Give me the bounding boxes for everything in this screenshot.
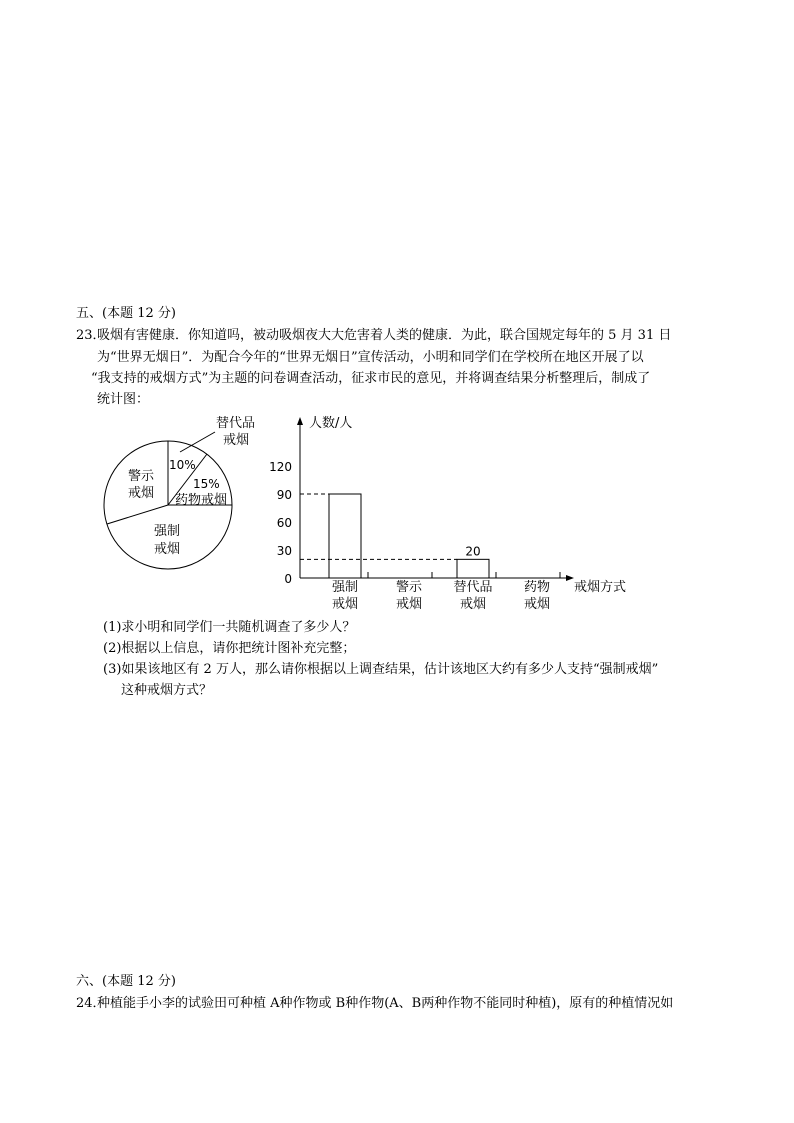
y-tick-label-2: 60	[276, 516, 292, 530]
bar-2	[457, 559, 489, 578]
problem-24-number: 24．	[76, 996, 106, 1011]
problem-23-text-line-4: 统计图：	[97, 392, 150, 407]
pie-percent-drug: 15%	[193, 477, 220, 491]
x-category-label-0-0: 强制	[331, 580, 359, 595]
pie-label-force-line2: 戒烟	[154, 542, 181, 557]
y-axis-arrow	[297, 417, 303, 425]
pie-label-warn-line1: 警示	[128, 469, 155, 484]
question-2: (2)根据以上信息，请你把统计图补充完整；	[103, 641, 356, 656]
x-category-label-2-1: 戒烟	[459, 597, 487, 612]
bar-0	[329, 494, 361, 578]
dashed-reference-lines	[300, 494, 457, 559]
problem-24-text: 种植能手小李的试验田可种植 A种作物或 B种作物(A、B两种作物不能同时种植)，原有的种植情况如	[97, 996, 674, 1011]
section6-heading: 六、(本题 12 分)	[76, 974, 176, 989]
y-ticks	[269, 460, 292, 586]
section5-heading: 五、(本题 12 分)	[76, 306, 176, 321]
pie-label-replace-line1: 替代品	[216, 416, 256, 431]
bars	[329, 494, 489, 578]
question-1: (1)求小明和同学们一共随机调查了多少人？	[103, 620, 356, 635]
y-axis-label: 人数/人	[309, 416, 353, 431]
problem-23-text-line-3: “我支持的戒烟方式”为主题的问卷调查活动，征求市民的意见，并将调查结果分析整理后，制成了	[91, 371, 651, 386]
pie-label-pointer	[180, 432, 215, 452]
x-category-label-3-0: 药物	[523, 580, 551, 595]
problem-23-text-line-2: 为“世界无烟日”．为配合今年的“世界无烟日”宣传活动，小明和同学们在学校所在地区开展了以	[97, 350, 644, 365]
y-tick-label-4: 120	[269, 460, 292, 474]
statistics-figure	[95, 408, 655, 618]
x-category-label-2-0: 替代品	[453, 580, 493, 595]
y-tick-label-3: 90	[276, 488, 292, 502]
y-tick-label-1: 30	[276, 544, 292, 558]
y-tick-label-0: 0	[284, 572, 292, 586]
pie-label-warn-line2: 戒烟	[128, 486, 155, 501]
bar-chart	[269, 415, 626, 612]
x-axis-label: 戒烟方式	[574, 580, 627, 595]
pie-chart	[104, 416, 255, 569]
x-category-label-0-1: 戒烟	[331, 597, 359, 612]
x-axis-arrow	[566, 575, 574, 581]
bar-data-label-2: 20	[465, 544, 481, 559]
pie-label-replace-line2: 戒烟	[223, 433, 250, 448]
pie-label-drug: 药物戒烟	[175, 493, 228, 508]
question-3: (3)如果该地区有 2 万人，那么请你根据以上调查结果，估计该地区大约有多少人支持“强制戒烟”	[103, 662, 659, 677]
pie-divider-force-warn	[107, 505, 168, 524]
x-category-label-1-1: 戒烟	[395, 597, 423, 612]
statistics-svg	[95, 408, 655, 618]
x-category-label-1-0: 警示	[395, 580, 423, 595]
x-category-label-3-1: 戒烟	[523, 597, 551, 612]
question-3-continued: 这种戒烟方式？	[121, 683, 213, 698]
pie-label-force-line1: 强制	[154, 524, 181, 539]
problem-23-text-line-1: 吸烟有害健康．你知道吗，被动吸烟夜大大危害着人类的健康．为此，联合国规定每年的 5 月 31 日	[97, 328, 672, 343]
pie-percent-replace: 10%	[169, 458, 196, 472]
problem-23-number: 23．	[76, 328, 106, 343]
